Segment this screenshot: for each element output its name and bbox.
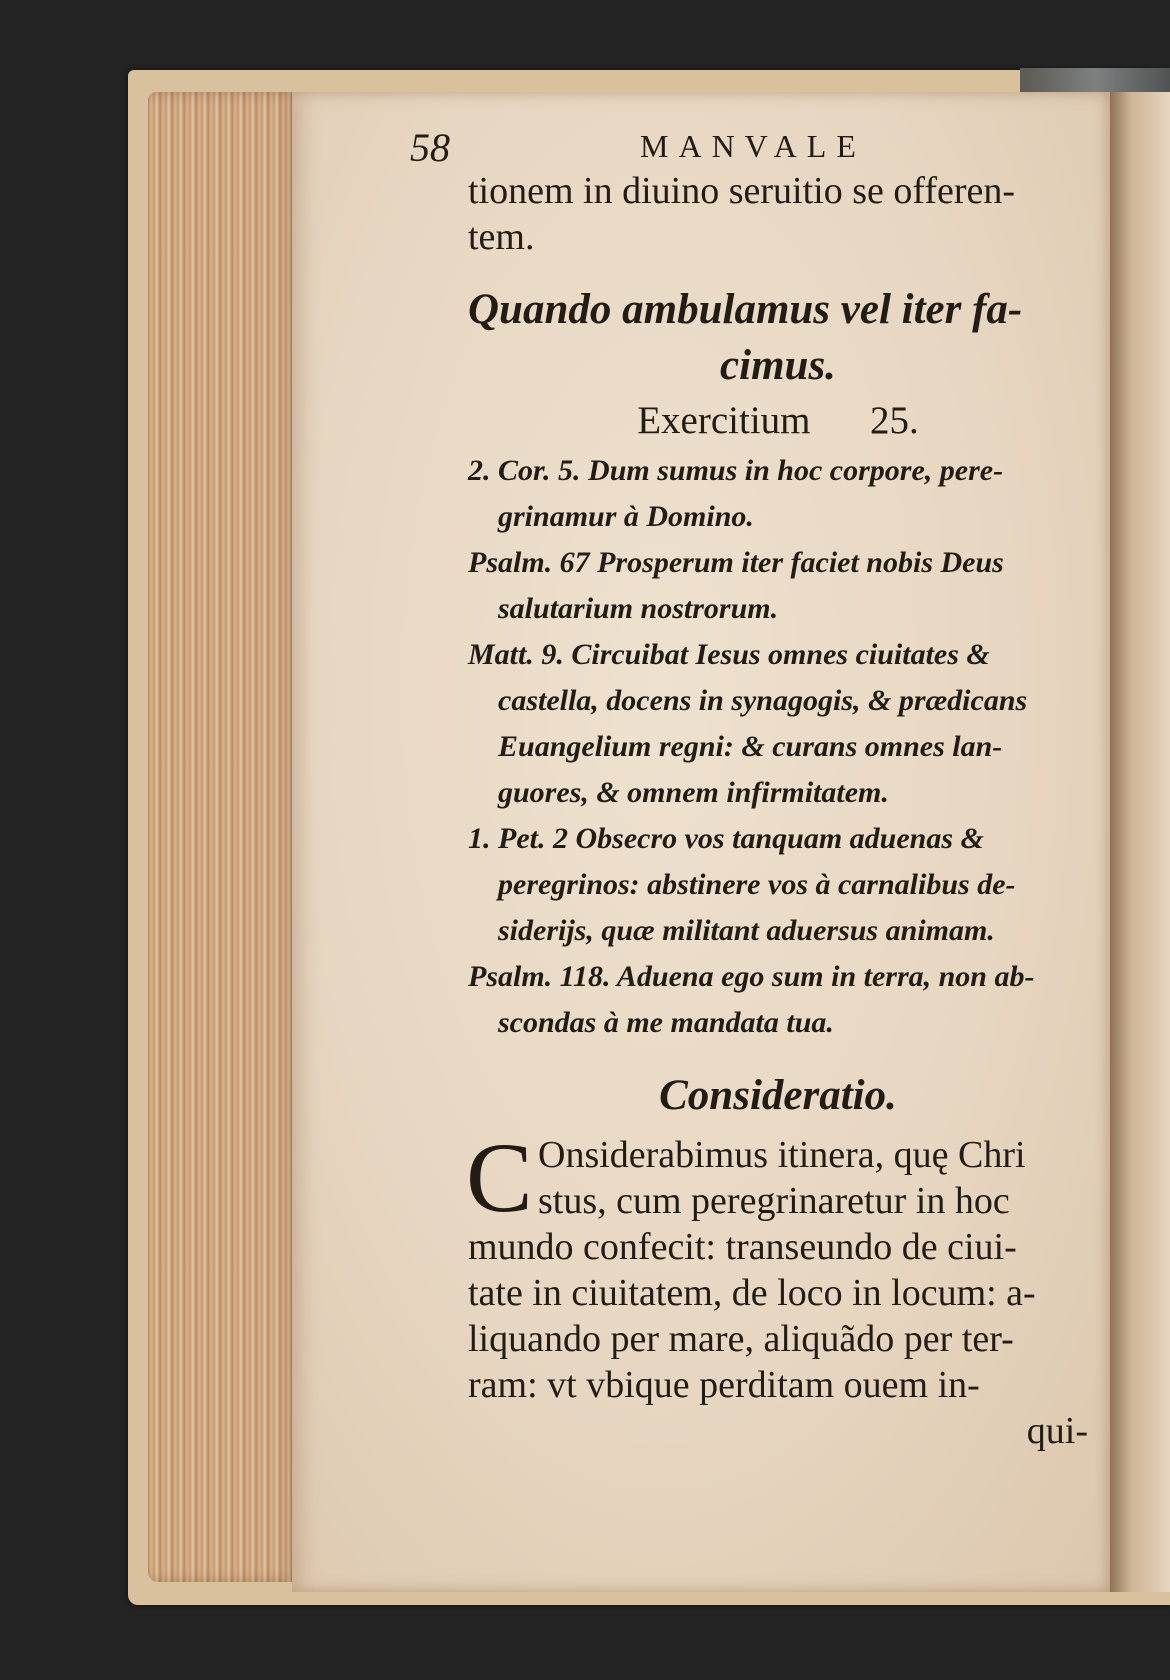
citation-line: Euangelium regni: & curans omnes lan- xyxy=(498,730,1003,763)
page-number: 58 xyxy=(410,125,450,170)
citation-line: scondas à me mandata tua. xyxy=(498,1006,834,1039)
text-line: tem. xyxy=(468,216,535,258)
consideratio-heading: Consideratio. xyxy=(659,1072,897,1119)
citation-line: 1. Pet. 2 Obsecro vos tanquam aduenas & xyxy=(468,822,984,855)
citation-line: 2. Cor. 5. Dum sumus in hoc corpore, pere- xyxy=(468,454,1004,487)
exercise-number: 25. xyxy=(870,399,919,442)
citation-line: Psalm. 118. Aduena ego sum in terra, non ab- xyxy=(468,960,1035,993)
running-title: MANVALE xyxy=(640,128,866,164)
section-heading: cimus. xyxy=(720,342,836,389)
citation-line: siderijs, quæ militant aduersus animam. xyxy=(498,914,995,947)
gutter xyxy=(1110,92,1170,1592)
citation-line: grinamur à Domino. xyxy=(498,500,754,533)
drop-cap: C xyxy=(466,1122,533,1233)
citation-line: peregrinos: abstinere vos à carnalibus de- xyxy=(498,868,1016,901)
citation-line: castella, docens in synagogis, & prædicans xyxy=(498,684,1028,717)
section-heading: Quando ambulamus vel iter fa- xyxy=(468,286,1023,333)
page-edges xyxy=(148,92,298,1582)
citation-line: Matt. 9. Circuibat Iesus omnes ciuitates & xyxy=(468,638,990,671)
drop-cap-paragraph xyxy=(466,1122,1088,1233)
text-line: ram: vt vbique perditam ouem in- xyxy=(468,1364,980,1406)
text-line: Onsiderabimus itinera, quę Chri xyxy=(538,1134,1026,1176)
text-line: liquando per mare, aliquãdo per ter- xyxy=(468,1318,1014,1360)
citation-line: Psalm. 67 Prosperum iter faciet nobis Deus xyxy=(468,546,1004,579)
text-block xyxy=(468,168,1088,1454)
exercise-line xyxy=(468,394,1088,448)
catchword: qui- xyxy=(1026,1410,1088,1452)
text-line: mundo confecit: transeundo de ciui- xyxy=(468,1226,1017,1268)
text-line: stus, cum peregrinaretur in hoc xyxy=(538,1180,1010,1222)
exercise-label: Exercitium xyxy=(637,399,811,442)
citation-line: salutarium nostrorum. xyxy=(498,592,779,625)
text-line: tate in ciuitatem, de loco in locum: a- xyxy=(468,1272,1036,1314)
citation-line: guores, & omnem infirmitatem. xyxy=(498,776,889,809)
page-header xyxy=(410,124,950,168)
text-line: tionem in diuino seruitio se offeren- xyxy=(468,170,1016,212)
